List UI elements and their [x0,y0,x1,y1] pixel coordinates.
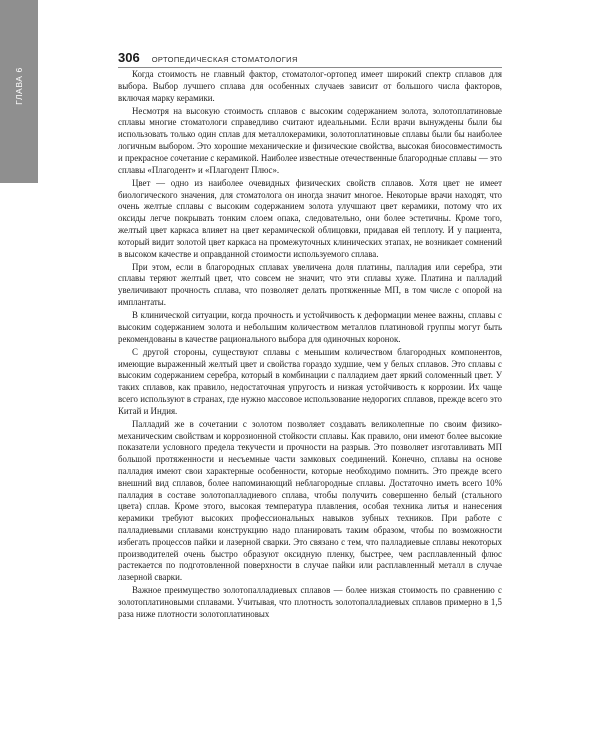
paragraph: Палладий же в сочетании с золотом позволяет создавать великолепные по своим физико-механическим свойствам и коррозионной стойкости сплавы. Как правило, они имеют более высокие показатели условного предела текучести и прочности на разрыв. Это позволяет изготавливать МП большой протяженности и несъемные части замковых соединений. Конечно, сплавы на основе палладия имеют свои характерные особенности, которые необходимо помнить. Это прежде всего внешний вид сплавов, более напоминающий неблагородные сплавы. Достаточно иметь всего 10% палладия в составе золотопалладиевого сплава, чтобы получить совершенно белый (стального цвета) сплав. Кроме этого, высокая температура плавления, особая техника литья и нанесения керамики требуют высоких профессиональных навыков зубных техников. При работе с палладиевыми сплавами конструкцию надо планировать таким образом, чтобы по возможности избегать процессов пайки и лазерной сварки. Это связано с тем, что палладиевые сплавы некоторых производителей очень быстро образуют оксидную пленку, быстрее, чем расплавленный флюс растекается по подготовленной поверхности в случае пайки или расплавленный металл в случае лазерной сварки. [118,418,502,583]
running-title: ОРТОПЕДИЧЕСКАЯ СТОМАТОЛОГИЯ [151,55,298,64]
paragraph: С другой стороны, существуют сплавы с меньшим количеством благородных компонентов, имеющие выраженный желтый цвет и свойства гораздо худшие, чем у белых сплавов. Это сплавы с высоким содержанием серебра, который в комбинации с палладием дает яркий соломенный цвет. У таких сплавов, как правило, недостаточная упругость и низкая устойчивость к коррозии. Их чаще всего используют в странах, где нужно массовое использование недорогих сплавов, прежде всего это Китай и Индия. [118,346,502,416]
body-text [118,69,502,622]
paragraph: При этом, если в благородных сплавах увеличена доля платины, палладия или серебра, эти сплавы теряют желтый цвет, что совсем не значит, что эти сплавы хуже. Платина и палладий увеличивают прочность сплава, что позволяет делать протяженные МП, в том числе с опорой на имплантаты. [118,261,502,308]
chapter-label: ГЛАВА 6 [14,67,24,105]
page-number: 306 [118,50,140,65]
paragraph: Важное преимущество золотопалладиевых сплавов — более низкая стоимость по сравнению с золотоплатиновыми сплавами. Учитывая, что плотность золотопалладиевых сплавов примерно в 1,5 раза ниже плотности золотоплатиновых [118,585,502,619]
paragraph: Несмотря на высокую стоимость сплавов с высоким содержанием золота, золотоплатиновые сплавы многие стоматологи справедливо считают идеальными. Если врачи вынуждены были бы использовать только один сплав для металлокерамики, золотоплатиновые сплавы были бы наиболее логичным выбором. Это хорошие механические и физические свойства, высокая биосовместимость и прекрасное сочетание с керамикой. Наиболее известные отечественные благородные сплавы — это сплавы «Плагодент» и «Плагодент Плюс». [118,105,502,175]
page-header [118,50,502,66]
header-divider [118,67,502,68]
paragraph: Цвет — одно из наиболее очевидных физических свойств сплавов. Хотя цвет не имеет биологического значения, для стоматолога он иногда значит многое. Некоторые врачи находят, что очень желтые сплавы с высоким содержанием золота улучшают цвет керамики, потому что их оксиды легче покрывать тонким слоем опака, следовательно, они более эстетичны. Кроме того, желтый цвет каркаса влияет на цвет керамической облицовки, придавая ей теплоту. И у пациента, который видит золотой цвет каркаса на промежуточных клинических этапах, не возникает сомнений в высоком качестве и оправданной стоимости используемого сплава. [118,177,502,259]
chapter-side-tab [0,0,38,183]
paragraph: В клинической ситуации, когда прочность и устойчивость к деформации менее важны, сплавы с высоким содержанием золота и небольшим количеством металлов платиновой группы могут быть рекомендованы в качестве рационального выбора для одиночных коронок. [118,310,502,344]
paragraph: Когда стоимость не главный фактор, стоматолог-ортопед имеет широкий спектр сплавов для выбора. Выбор лучшего сплава для особенных случаев зависит от большого числа факторов, включая марку керамики. [118,69,502,103]
